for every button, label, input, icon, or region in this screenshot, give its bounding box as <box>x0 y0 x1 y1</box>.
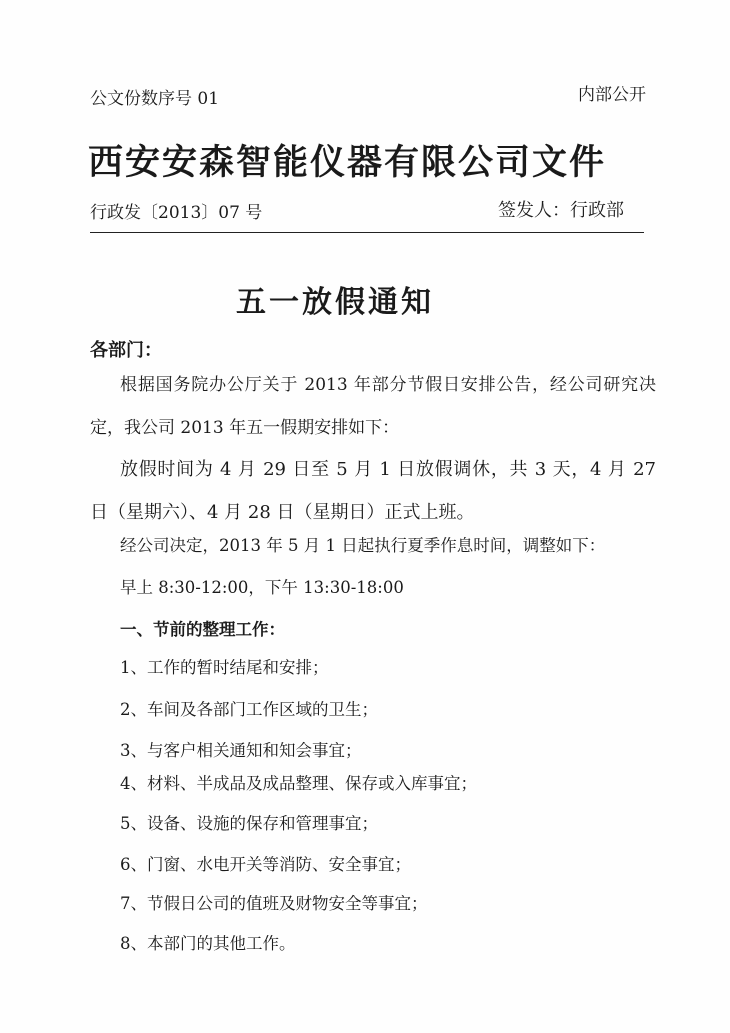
company-document-header: 西安安森智能仪器有限公司文件 <box>88 142 607 183</box>
body-paragraph-3: 经公司决定，2013 年 5 月 1 日起执行夏季作息时间，调整如下： <box>120 536 606 555</box>
list-item: 6、门窗、水电开关等消防、安全事宜； <box>120 855 411 874</box>
notice-title: 五一放假通知 <box>236 285 434 320</box>
work-hours: 早上 8:30-12:00，下午 13:30-18:00 <box>120 578 404 597</box>
section-heading-1: 一、节前的整理工作： <box>120 620 285 639</box>
document-serial-number: 公文份数序号 01 <box>90 89 220 109</box>
list-item: 5、设备、设施的保存和管理事宜； <box>120 814 378 833</box>
list-item: 1、工作的暂时结尾和安排； <box>120 658 329 677</box>
list-item: 3、与客户相关通知和知会事宜； <box>120 741 362 760</box>
header-divider <box>90 232 644 233</box>
list-item: 7、节假日公司的值班及财物安全等事宜； <box>120 894 428 913</box>
salutation: 各部门： <box>90 340 162 361</box>
list-item: 8、本部门的其他工作。 <box>120 934 296 953</box>
distribution-scope: 内部公开 <box>578 85 646 105</box>
document-number: 行政发〔2013〕07 号 <box>90 203 263 223</box>
body-paragraph-2: 放假时间为 4 月 29 日至 5 月 1 日放假调休，共 3 天，4 月 27 日（星期六）、4 月 28 日（星期日）正式上班。 <box>90 459 656 523</box>
list-item: 2、车间及各部门工作区域的卫生； <box>120 700 378 719</box>
body-paragraph-1: 根据国务院办公厅关于 2013 年部分节假日安排公告，经公司研究决定，我公司 2013 年五一假期安排如下： <box>90 375 656 438</box>
list-item: 4、材料、半成品及成品整理、保存或入库事宜； <box>120 774 477 793</box>
issuer: 签发人：行政部 <box>498 200 624 221</box>
